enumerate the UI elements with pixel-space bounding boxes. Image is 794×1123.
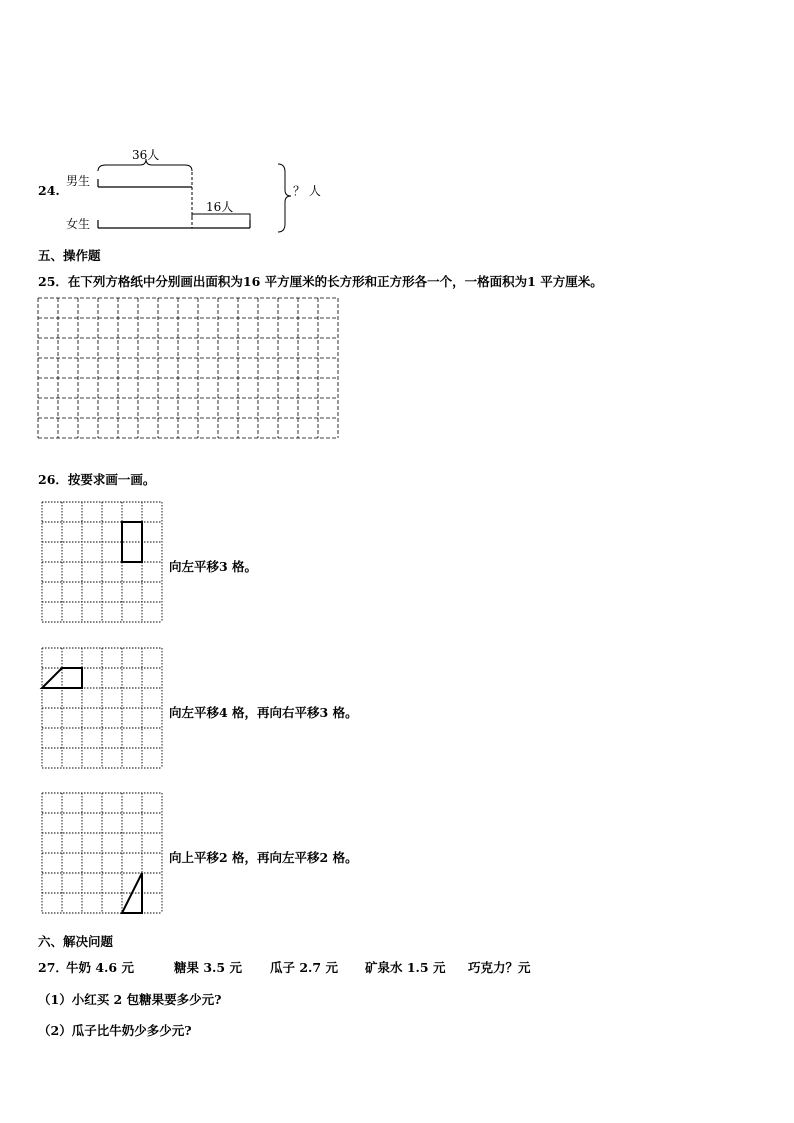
price-milk: 牛奶 4.6 元 [66, 960, 134, 975]
q26-grid-3[interactable] [42, 793, 166, 917]
label-total-unknown: ？ 人 [293, 184, 321, 198]
label-16-people: 16人 [206, 200, 234, 214]
q27-number: 27． [38, 960, 68, 975]
section6-title: 六、解决问题 [38, 934, 114, 949]
q26-grid-2[interactable] [42, 648, 166, 772]
q26-instruction-2: 向左平移4 格，再向右平移3 格。 [169, 705, 358, 720]
q25-text: 25．在下列方格纸中分别画出面积为16 平方厘米的长方形和正方形各一个，一格面积为1 平方厘米。 [38, 274, 603, 289]
price-melon-seeds: 瓜子 2.7 元 [270, 960, 338, 975]
q26-instruction-1: 向左平移3 格。 [169, 559, 258, 574]
label-girls: 女生 [66, 217, 91, 231]
q26-text: 26．按要求画一画。 [38, 472, 156, 487]
q27-sub1: （1）小红买 2 包糖果要多少元? [38, 992, 222, 1007]
q26-instruction-3: 向上平移2 格，再向左平移2 格。 [169, 850, 358, 865]
price-water: 矿泉水 1.5 元 [365, 960, 446, 975]
label-boys: 男生 [66, 174, 91, 188]
label-36-people: 36人 [132, 148, 160, 162]
section5-title: 五、操作题 [38, 248, 101, 263]
q24-segments [0, 0, 794, 260]
price-candy: 糖果 3.5 元 [174, 960, 242, 975]
q26-grid-1[interactable] [42, 502, 166, 626]
price-chocolate: 巧克力？元 [468, 960, 531, 975]
brace-36 [98, 159, 192, 171]
brace-16 [192, 214, 250, 220]
brace-total [278, 164, 291, 232]
q25-grid[interactable] [38, 298, 341, 458]
q27-sub2: （2）瓜子比牛奶少多少元? [38, 1023, 192, 1038]
q24-number: 24. [38, 183, 60, 198]
